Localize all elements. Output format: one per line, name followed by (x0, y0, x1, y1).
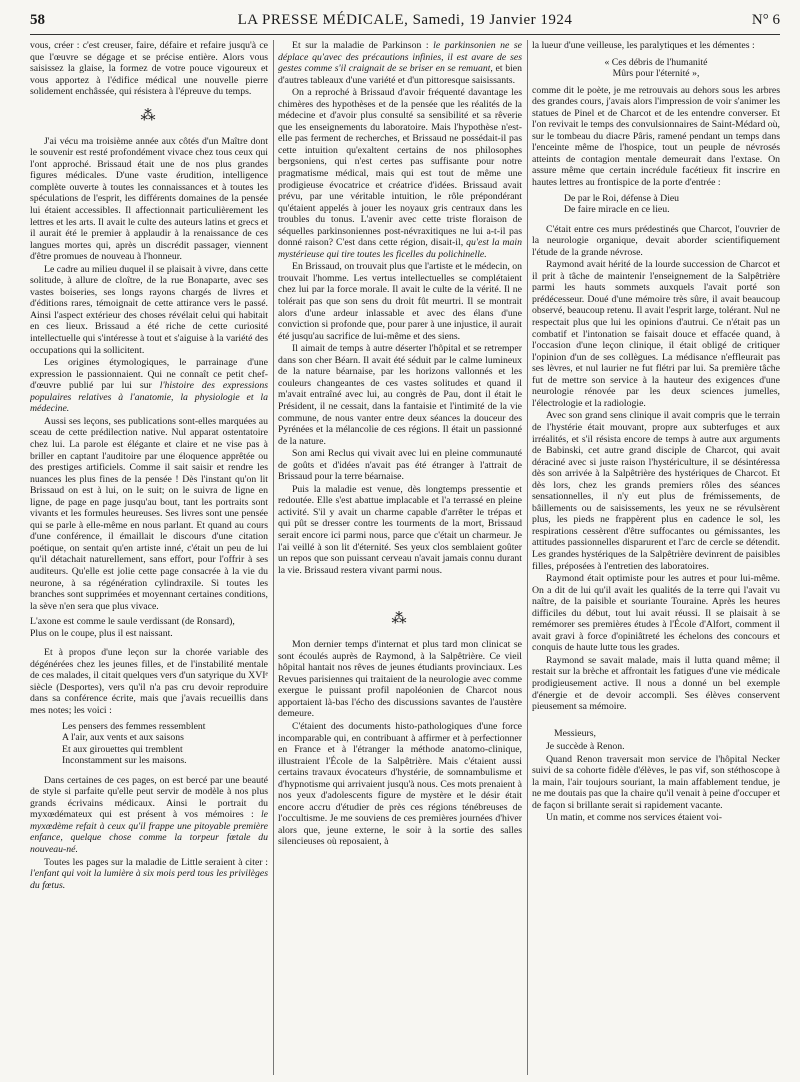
paragraph: Aussi ses leçons, ses publications sont-elles marquées au sceau de cette prédilection native. Nul apparat ostentatoire chez lui. La parole est élégante et claire et ne vise pas à briller en captant l'auditoire par une éloquence apprêtée ou des prestiges artificiels. Comme il sait saisir et rendre les nuances les plus fines de la pensée ! Dès l'instant qu'on lit Brissaud on est à lui, on le suit; on le suivra de ligne en ligne, de page en page jusqu'au bout, tant les portraits sont vivants et les formules heureuses. Ses livres sont une pensée qui se parle à elle-même en nous parlant. Et quand au cours d'une conférence, il émaillait le discours d'une citation poétique, on sentait qu'en artiste inné, c'était un peu de lui qu'il détachait naturellement, sans effort, pour l'offrir à ses auditeurs. Qu'elle est jolie cette page consacrée à la vie du neurone, à sa régénération cylindraxile. Si toutes les branches sont supprimées et moyennant certaines conditions, la sève n'en sera que plus vivace. (30, 415, 268, 612)
paragraph: Mon dernier temps d'internat et plus tard mon clinicat se sont écoulés auprès de Raymond, à la Salpêtrière. Ce vieil hôpital hantait nos rêves de jeunes étudiants provinciaux. Les Revues parisiennes qui traitaient de la neurologie avec comme exergue le puissant profil napoléonien de Charcot nous apportaient là-bas l'écho des discussions savantes de l'austère demeure. (278, 639, 522, 720)
spacer (278, 577, 522, 601)
paragraph: Puis la maladie est venue, dès longtemps pressentie et redoutée. Elle s'est abattue implacable et l'a terrassé en pleine activité. S'il y avait un charme capable d'arrêter le trépas et qui pût se dresser contre les tourments de la mort, Brissaud serait encore ici parmi nous, parce que c'était un charmeur. Je l'ai veillé à son lit d'éternité. Ses yeux clos semblaient goûter un repos que son puissant cerveau n'avait jamais connu durant la vie. Brissaud restera vivant parmi nous. (278, 483, 522, 576)
verse-quote (30, 616, 268, 639)
spacer (532, 714, 780, 722)
paragraph (278, 87, 522, 260)
italic-quote: le myxœdème refait à ceux qu'il frappe une pitoyable première enfance, quelque chose comme la torpeur fœtale du nouveau-né. (30, 809, 268, 855)
verse-line: Et aux girouettes qui tremblent (62, 743, 183, 755)
paragraph: Avec son grand sens clinique il avait compris que le terrain de l'hystérie était mouvant, propre aux subterfuges et aux irréalités, et s'il résista encore de temps à autre aux arguments de Babinski, cet autre grand disciple de Charcot, qui avait déraciné avec si juste raison l'hystériculture, il se désintéressa dès son arrivée à la Salpêtrière des hystériques de Charcot. Et dès lors, chez les grands premiers rôles des séances sensationnelles, il n'y eut plus de frémissements, de bâillements ou de saisissements, les yeux ne se révulsèrent plus, les pieds ne frappèrent plus en cadence le sol, les respirations cessèrent d'être suffocantes ou gémissantes, les attitudes passionnelles disparurent et l'arc de cercle se détendit. Les grandes hystériques de la Salpêtrière devinrent de paisibles filles, préposées à l'entretien des laboratoires. (532, 410, 780, 572)
text-run: Dans certaines de ces pages, on est bercé par une beauté de style si parfaite qu'elle peut servir de modèle à nos plus grands écrivains médicaux. Ainsi le portrait du myxœdémateux qui est présent à vos mémoires : (30, 774, 268, 821)
paragraph (30, 357, 268, 415)
paragraph: comme dit le poète, je me retrouvais au dehors sous les arbres des grandes cours, j'avais alors l'impression de voir s'animer les statues de Pinel et de Charcot et de les entendre converser. Et l'on revivait le temps des convulsionnaires de Saint-Médard où, sur le tombeau du diacre Pâris, ramené pendant un temps dans l'enceinte même de l'hospice, tout un peuple de névrosés atteints de contagion mentale demeurait dans l'extase. On assure même que certain incrédule facétieux fit inscrire en hautes lettres au frontispice de la porte d'entrée : (532, 84, 780, 189)
verse-quote (30, 721, 268, 767)
italic-quote: qu'est la main mystérieuse qui tire toutes les ficelles du polichinelle. (278, 237, 522, 260)
verse-line: De faire miracle en ce lieu. (564, 204, 670, 216)
text-run: On a reproché à Brissaud d'avoir fréquenté davantage les chimères des hypothèses et de la pensée que les réalités de la médecine et d'avoir plus consulté sa sensibilité et sa rêverie que les enseignements du laboratoire. Mais l'hypothèse n'est-elle pas ferment de recherches, et Brissaud ne possédait-il pas cette intuition qu'exaltent certains de nos philosophes bergsoniens, qui n'est certes pas suffisante pour notre pragmatisme médical, mais qui est tout de même une prodigieuse évocatrice et créatrice d'idées. Brissaud avait prévu, par une véritable intuition, le rôle prépondérant qu'étaient appelés à jouer les noyaux gris centraux dans les troubles du tonus. L'avenir avec cette triste floraison de séquelles parkinsoniennes post-névraxitiques ne lui a-t-il pas donné raison? C'est dans cette région, disait-il, (278, 87, 522, 249)
issue-number: N° 6 (751, 12, 780, 28)
text-run: Les origines étymologiques, le parrainage d'une expression le passionnaient. Qui ne connaît ce petit chef-d'œuvre publié par lui sur (30, 357, 268, 392)
column-1 (30, 40, 268, 1075)
paragraph: Raymond se savait malade, mais il lutta quand même; il restait sur la brèche et affrontait les fatigues d'une vie médicale prodigieusement active. Il nous a donné un bel exemple d'énergie et de devoir accompli. Ses élèves conservent pieusement sa mémoire. (532, 654, 780, 713)
paragraph: la lueur d'une veilleuse, les paralytiques et les démentes : (532, 40, 755, 51)
paragraph: J'ai vécu ma troisième année aux côtés d'un Maître dont le souvenir est resté profondément vivace chez tous ceux qui l'ont approché. Brissaud était une de nos plus grandes figures médicales. D'une vaste érudition, intelligence complète ouverte à toutes les connaissances et à toutes les spéculations de l'esprit, les différents domaines de la pensée lui étaient accessibles. Il affectionnait particulièrement les lettres et les arts. Il avait le culte des auteurs latins et grecs et il aurait été le premier à applaudir à la renaissance de ces langues mortes qui, après un discrédit passager, viennent d'être promues de nouveau à l'honneur. (30, 135, 268, 263)
italic-quote: l'enfant qui voit la lumière à six mois perd tous les privilèges du fœtus. (30, 868, 268, 891)
verse-line: Les pensers des femmes ressemblent (62, 720, 206, 732)
text-run: Et sur la maladie de Parkinson : (292, 40, 434, 51)
italic-quote: le parkinsonien ne se déplace qu'avec des précautions infinies, il est avare de ses gestes comme s'il craignait de se briser en se remuant, (278, 40, 522, 75)
verse-line: Mûrs pour l'éternité », (612, 68, 700, 80)
text-run: Toutes les pages sur la maladie de Little seraient à citer : (44, 856, 268, 868)
page-number: 58 (30, 12, 45, 28)
paragraph: vous, créer : c'est creuser, faire, défaire et refaire jusqu'à ce que l'œuvre se dégage et se précise entière. Alors vous saisissez la glaise, la formez de votre pouce vigoureux et vous apportez à l'édifice médical une nouvelle pierre solidement enchâssée, qui résistera à l'épreuve du temps. (30, 40, 268, 98)
paragraph: Le cadre au milieu duquel il se plaisait à vivre, dans cette solitude, à allure de cloître, de la rue Bonaparte, avec ses vastes boiseries, ses longs rayons chargés de livres et d'éditions rares, témoignait de cette attirance vers le passé. Ainsi l'aspect extérieur des choses révélait celui qui habitait en ces lieux. Brissaud a été riche de cette curiosité intellectuelle qui s'intéresse à tout et s'aiguise à la variété des occupations qui la sollicitent. (30, 263, 268, 356)
asterism-glyph: ⁂ (391, 611, 409, 628)
asterism-glyph: ⁂ (140, 107, 158, 124)
section-separator (278, 611, 522, 627)
paragraph: Il aimait de temps à autre déserter l'hôpital et se retremper dans son cher Béarn. Il avait été séduit par le calme lumineux de la nature béarnaise, par les horizons vallonnés et les couleurs changeantes de ces vastes solitudes et quand il m'avait entraîné avec lui, au congrès de Pau, dont il était le Président, il ne cessait, dans la fantaisie et l'intimité de la vie commune, de nous vanter entre deux séances la douceur des Pyrénées et la mélancolie de ces régions. Il était un passionné de la nature. (278, 343, 522, 447)
column-divider-1 (273, 40, 274, 1075)
section-separator (30, 108, 268, 124)
paragraph (30, 857, 268, 892)
paragraph: Un matin, et comme nos services étaient voi- (546, 812, 722, 824)
paragraph (278, 40, 522, 86)
book-title: l'histoire des expressions populaires relatives à l'anatomie, la physiologie et la médecine. (30, 380, 268, 415)
column-3 (532, 40, 780, 1075)
verse-quote (532, 57, 780, 80)
paragraph: C'était entre ces murs prédestinés que Charcot, l'ouvrier de la neurologie organique, devait aborder scientifiquement l'étude de la grande névrose. (532, 223, 780, 258)
text-run: et bien d'autres tableaux d'une variété et d'un pittoresque saisissants. (278, 63, 522, 86)
paragraph: Raymond avait hérité de la lourde succession de Charcot et il prit à tâche de maintenir l'enseignement de la Salpêtrière parmi les hauts sommets auxquels l'avait porté son prédécesseur. Doué d'une mémoire très sûre, il avait beaucoup observé, beaucoup retenu. Il avait l'esprit large, tolérant. Nul ne respectait plus que lui les opinions d'autrui. Ce n'était pas un combatif et l'intonation se faisait douce et effacée quand, à l'occasion d'une leçon clinique, il était obligé de critiquer l'opinion d'un de ses collègues. La médisance n'effleurait pas ses lèvres, et nul laurier ne fut flétri par lui. Sa première tâche fut de mettre son service à la hauteur des exigences d'une neurologie rénovée par les deux sciences jumelles, l'électrologie et la radiologie. (532, 259, 780, 409)
column-2 (278, 40, 522, 1075)
paragraph: Je succède à Renon. (546, 741, 625, 753)
inscription-quote (532, 193, 780, 216)
paragraph: Quand Renon traversait mon service de l'hôpital Necker suivi de sa cohorte fidèle d'élèves, le pas vif, son stéthoscope à la main, l'air toujours souriant, la main affablement tendue, je ne me doutais pas que la chaire qu'il venait à peine d'occuper et de façon si brillante serait si rapidement vacante. (532, 753, 780, 811)
verse-line: « Ces débris de l'humanité (604, 56, 708, 68)
paragraph: Raymond était optimiste pour les autres et pour lui-même. On a dit de lui qu'il avait les qualités de la terre qui l'avait vu naître, de la paisible et souriante Touraine. Après les heures difficiles du début, tout lui avait réussi. Il se plaisait à se remémorer ses premières études à l'École d'Alfort, comment il avait gravi à force d'opiniâtreté les échelons des concours et conquis de haute lutte tous les grades. (532, 573, 780, 654)
verse-line: L'axone est comme le saule verdissant (de Ronsard), (30, 616, 235, 628)
verse-line: A l'air, aux vents et aux saisons (62, 732, 184, 744)
journal-title: LA PRESSE MÉDICALE, Samedi, 19 Janvier 1924 (237, 12, 573, 28)
paragraph: C'étaient des documents histo-pathologiques d'une force incomparable qui, en contribuant à affirmer et à perfectionner en France et à l'étranger la méthode anatomo-clinique, illustraient l'École de la Salpêtrière. Mais c'étaient aussi certains travaux évocateurs d'hystérie, de somnambulisme et d'hypnotisme qui arrivaient jusqu'à nous. Ces mots prenaient à nos yeux d'adolescents figure de mystère et le désir était encore accru d'étudier de près ces régions ténébreuses de l'occultisme. Je me souviens de ces premières journées d'hiver alors que, jeune externe, le soir à la sortie des salles silencieuses où reposaient, à (278, 720, 522, 848)
verse-line: De par le Roi, défense à Dieu (564, 192, 680, 204)
paragraph: Son ami Reclus qui vivait avec lui en pleine communauté de goûts et d'idées n'avait pas été étranger à l'attrait de Brissaud pour la terre béarnaise. (278, 448, 522, 483)
paragraph: Et à propos d'une leçon sur la chorée variable des dégénérées chez les jeunes filles, et de l'instabilité mentale de ces malades, il citait quelques vers d'un satyrique du XVIᵉ siècle (Desportes), vers qu'il n'a pas cru devoir reproduire dans sa conférence écrite, mais que j'avais recueillis dans mes notes; les voici : (30, 647, 268, 716)
header-rule (30, 34, 780, 35)
paragraph (30, 775, 268, 856)
verse-line: Plus on le coupe, plus il est naissant. (30, 627, 173, 639)
salutation: Messieurs, (554, 727, 596, 739)
verse-line: Inconstamment sur les maisons. (62, 755, 187, 767)
column-divider-2 (527, 40, 528, 1075)
page-header (30, 12, 780, 34)
paragraph: En Brissaud, on trouvait plus que l'artiste et le médecin, on trouvait l'homme. Les vertus intellectuelles se complétaient chez lui par la force morale. Il avait le culte de la vérité. Il ne tolérait pas que son sens du droit fût meurtri. Il se montrait alors d'une ardeur inlassable et avec des élans d'une conviction si profonde que, pour parer à une injustice, il aurait été jusqu'au sacrifice de lui-même et des siens. (278, 261, 522, 342)
